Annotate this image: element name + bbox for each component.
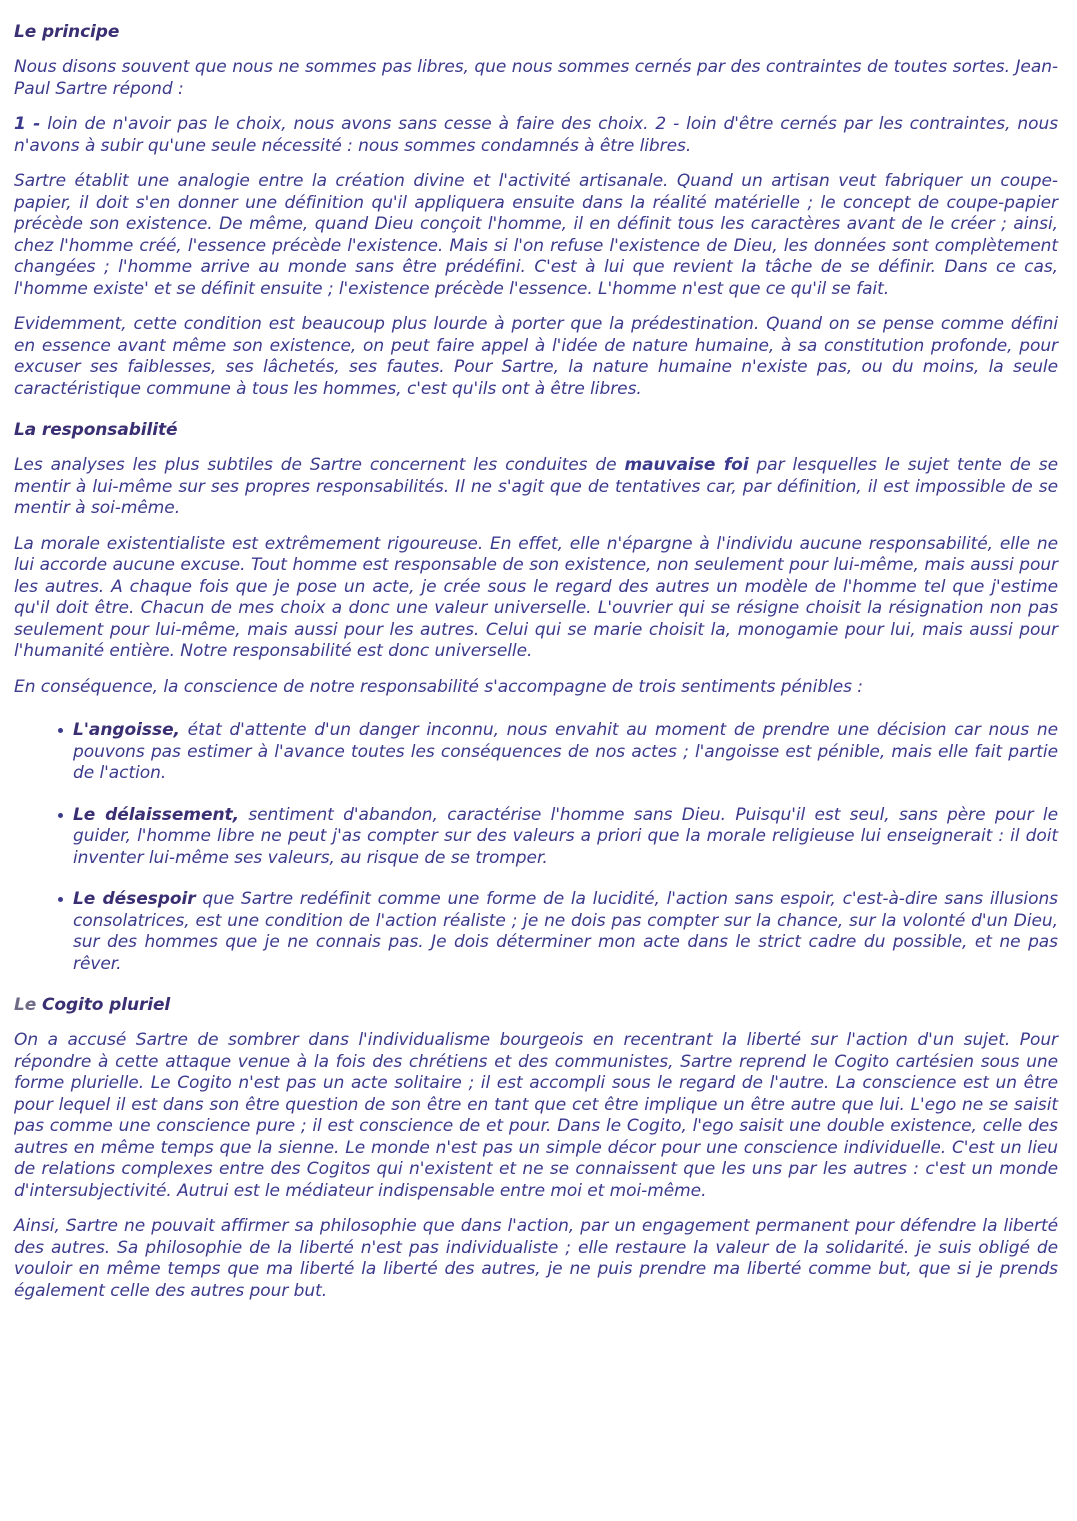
paragraph-text: En conséquence, la conscience de notre responsabilité s'accompagne de trois sentiments pénibles : — [14, 676, 863, 697]
list-item-lead: Le désespoir — [73, 889, 196, 909]
heading-text: Cogito pluriel — [41, 995, 171, 1015]
list-item — [14, 720, 1058, 785]
list-item-lead: Le délaissement, — [73, 804, 239, 825]
heading-text: La responsabilité — [14, 420, 178, 440]
heading-text: Le principe — [14, 22, 120, 42]
list-item — [14, 889, 1058, 975]
section-heading-le-principe — [14, 14, 1058, 43]
heading-prefix: Le — [14, 995, 42, 1015]
bullet-dot-icon — [58, 728, 63, 733]
paragraph-text: La morale existentialiste est extrêmement rigoureuse. En effet, elle n'épargne à l'individu aucune responsabilité, elle ne lui accorde aucune excuse. Tout homme est responsable de son existence, non seulement pour lui-même, mais aussi pour les autres. A chaque fois que je pose un acte, je crée sous le regard des autres un modèle de l'homme tel que j'estime qu'il doit être. Chacun de mes choix a donc une valeur universelle. L'ouvrier qui se résigne choisit la résignation non pas seulement pour lui-même, mais aussi pour les autres. Celui qui se marie choisit la, monogamie pour lui, mais aussi pour l'humanité entière. Notre responsabilité est donc universelle. — [14, 533, 1058, 661]
paragraph-text: On a accusé Sartre de sombrer dans l'individualisme bourgeois en recentrant la liberté sur l'action d'un sujet. Pour répondre à cette attaque venue à la fois des chrétiens et des communistes, Sartre reprend le Cogito cartésien sous une forme plurielle. Le Cogito n'est pas un acte solitaire ; il est accompli sous le regard de l'autre. La conscience est un être pour lequel il est dans son être question de son être en tant que cet être implique un être autre que lui. L'ego ne se saisit pas comme une conscience pure ; il est conscience de et pour. Dans le Cogito, l'ego saisit une double existence, celle des autres en même temps que la sienne. Le monde n'est pas un simple décor pour une conscience individuelle. C'est un lieu de relations complexes entre des Cogitos qui n'existent et ne se connaissent que les uns par les autres : c'est un monde d'intersubjectivité. Autrui est le médiateur indispensable entre moi et moi-même. — [14, 1030, 1058, 1201]
paragraph — [14, 157, 1058, 300]
paragraph-text: Sartre établit une analogie entre la création divine et l'activité artisanale. Quand un artisan veut fabriquer un coupe-papier, il doit s'en donner une définition qu'il appliquera ensuite dans la réalité matérielle ; le concept de coupe-papier précède son existence. De même, quand Dieu conçoit l'homme, il en définit tous les caractères avant de le créer ; ainsi, chez l'homme créé, l'essence précède l'existence. Mais si l'on refuse l'existence de Dieu, les données sont complètement changées ; l'homme arrive au monde sans être prédéfini. C'est à lui que revient la tâche de se définir. Dans ce cas, l'homme existe' et se définit ensuite ; l'existence précède l'essence. L'homme n'est que ce qu'il se fait. — [14, 171, 1058, 299]
paragraph — [14, 1202, 1058, 1302]
list-item-text: état d'attente d'un danger inconnu, nous envahit au moment de prendre une décision car nous ne pouvons pas estimer à l'avance toutes les conséquences de nos actes ; l'angoisse est pénible, mais elle fait partie de l'action. — [73, 720, 1058, 783]
paragraph-with-emphasis — [14, 441, 1058, 520]
paragraph-text-after: par lesquelles le sujet tente de se mentir à lui-même sur ses propres responsabilités. Il ne s'agit que de tentatives car, par définition, il est impossible de se mentir à soi-même. — [14, 455, 1058, 518]
paragraph-lead: 1 - — [14, 114, 41, 134]
paragraph-text: Nous disons souvent que nous ne sommes pas libres, que nous sommes cernés par des contraintes de toutes sortes. Jean-Paul Sartre répond : — [14, 57, 1058, 99]
paragraph-text: Ainsi, Sartre ne pouvait affirmer sa philosophie que dans l'action, par un engagement permanent pour défendre la liberté des autres. Sa philosophie de la liberté n'est pas individualiste ; elle restaure la valeur de la solidarité. je suis obligé de vouloir en même temps que ma liberté la liberté des autres, je ne puis prendre ma liberté comme but, que si je prends également celle des autres pour but. — [14, 1216, 1058, 1301]
section-heading-la-responsabilite — [14, 400, 1058, 441]
list-item-text: sentiment d'abandon, caractérise l'homme sans Dieu. Puisqu'il est seul, sans père pour le guider, l'homme libre ne peut j'as compter sur des valeurs a priori que la morale religieuse lui enseignerait : il doit inventer lui-même ses valeurs, au risque de se tromper. — [73, 804, 1058, 868]
section-heading-le-cogito-pluriel — [14, 975, 1058, 1016]
paragraph-text: Evidemment, cette condition est beaucoup plus lourde à porter que la prédestination. Quand on se pense comme défini en essence avant même son existence, on peut faire appel à l'idée de nature humaine, à sa constitution profonde, pour excuser ses faiblesses, ses lâchetés, ses fautes. Pour Sartre, la nature humaine n'existe pas, ou du moins, la seule caractéristique commune à tous les hommes, c'est qu'ils ont à être libres. — [14, 314, 1058, 399]
paragraph — [14, 520, 1058, 663]
paragraph-intro-list — [14, 663, 1058, 699]
paragraph-text-before: Les analyses les plus subtiles de Sartre concernent les conduites de — [14, 455, 625, 475]
list-item-lead: L'angoisse, — [73, 720, 180, 740]
paragraph-numbered — [14, 100, 1058, 157]
bullet-dot-icon — [58, 813, 63, 818]
paragraph — [14, 1016, 1058, 1202]
bullet-dot-icon — [58, 897, 63, 902]
bullet-list — [14, 698, 1058, 975]
paragraph — [14, 43, 1058, 100]
paragraph-text: loin de n'avoir pas le choix, nous avons sans cesse à faire des choix. 2 - loin d'être cernés par les contraintes, nous n'avons à subir qu'une seule nécessité : nous sommes condamnés à être libres. — [14, 114, 1058, 156]
list-item-text: que Sartre redéfinit comme une forme de la lucidité, l'action sans espoir, c'est-à-dire sans illusions consolatrices, est une condition de l'action réaliste ; je ne dois pas compter sur la chance, sur la volonté d'un Dieu, sur des hommes que je ne connais pas. Je dois déterminer mon acte dans le strict cadre du possible, et ne pas rêver. — [73, 889, 1058, 974]
inline-emphasis: mauvaise foi — [624, 455, 749, 475]
list-item — [14, 805, 1058, 870]
paragraph — [14, 300, 1058, 400]
